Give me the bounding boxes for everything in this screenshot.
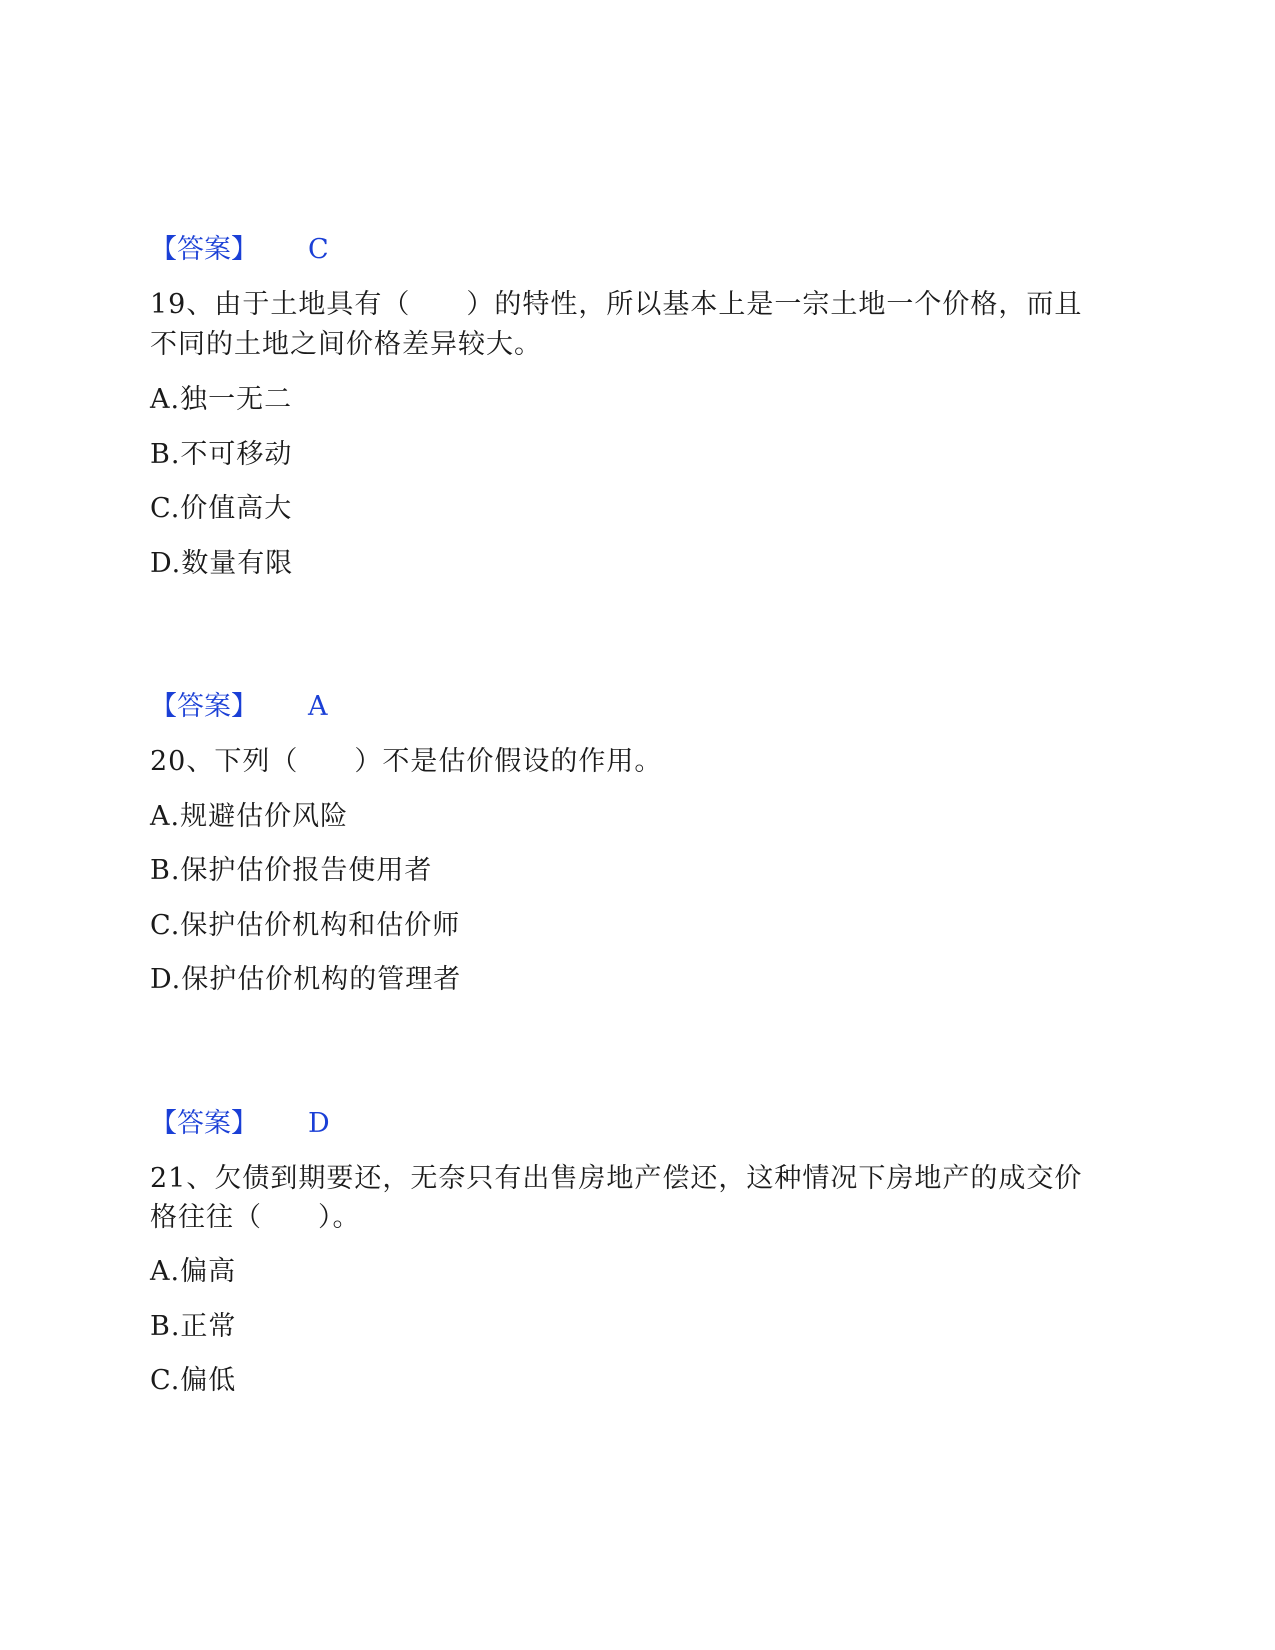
option-19-b: B.不可移动 [150, 439, 293, 470]
answer-value: C [308, 234, 329, 265]
option-20-d: D.保护估价机构的管理者 [150, 964, 462, 995]
answer-value: D [308, 1108, 330, 1139]
question-21-line-2: 格往往（ ）。 [150, 1202, 361, 1233]
answer-label: 【答案】 [150, 234, 258, 265]
question-19-line-2: 不同的土地之间价格差异较大。 [150, 329, 542, 360]
question-20-line-1: 20、下列（ ）不是估价假设的作用。 [150, 746, 663, 777]
option-20-b: B.保护估价报告使用者 [150, 855, 433, 886]
option-20-c: C.保护估价机构和估价师 [150, 910, 461, 941]
answer-value: A [308, 691, 328, 722]
option-21-c: C.偏低 [150, 1365, 237, 1396]
option-20-a: A.规避估价风险 [150, 801, 349, 832]
option-19-a: A.独一无二 [150, 384, 293, 415]
answer-line-19 [150, 687, 328, 727]
answer-line-18 [150, 230, 329, 270]
option-19-d: D.数量有限 [150, 548, 294, 579]
question-21-line-1: 21、欠债到期要还，无奈只有出售房地产偿还，这种情况下房地产的成交价 [150, 1163, 1083, 1194]
option-21-b: B.正常 [150, 1311, 237, 1342]
answer-label: 【答案】 [150, 691, 258, 722]
question-19-line-1: 19、由于土地具有（ ）的特性，所以基本上是一宗土地一个价格，而且 [150, 289, 1083, 320]
option-19-c: C.价值高大 [150, 493, 293, 524]
answer-line-20 [150, 1104, 330, 1144]
answer-label: 【答案】 [150, 1108, 258, 1139]
option-21-a: A.偏高 [150, 1256, 237, 1287]
